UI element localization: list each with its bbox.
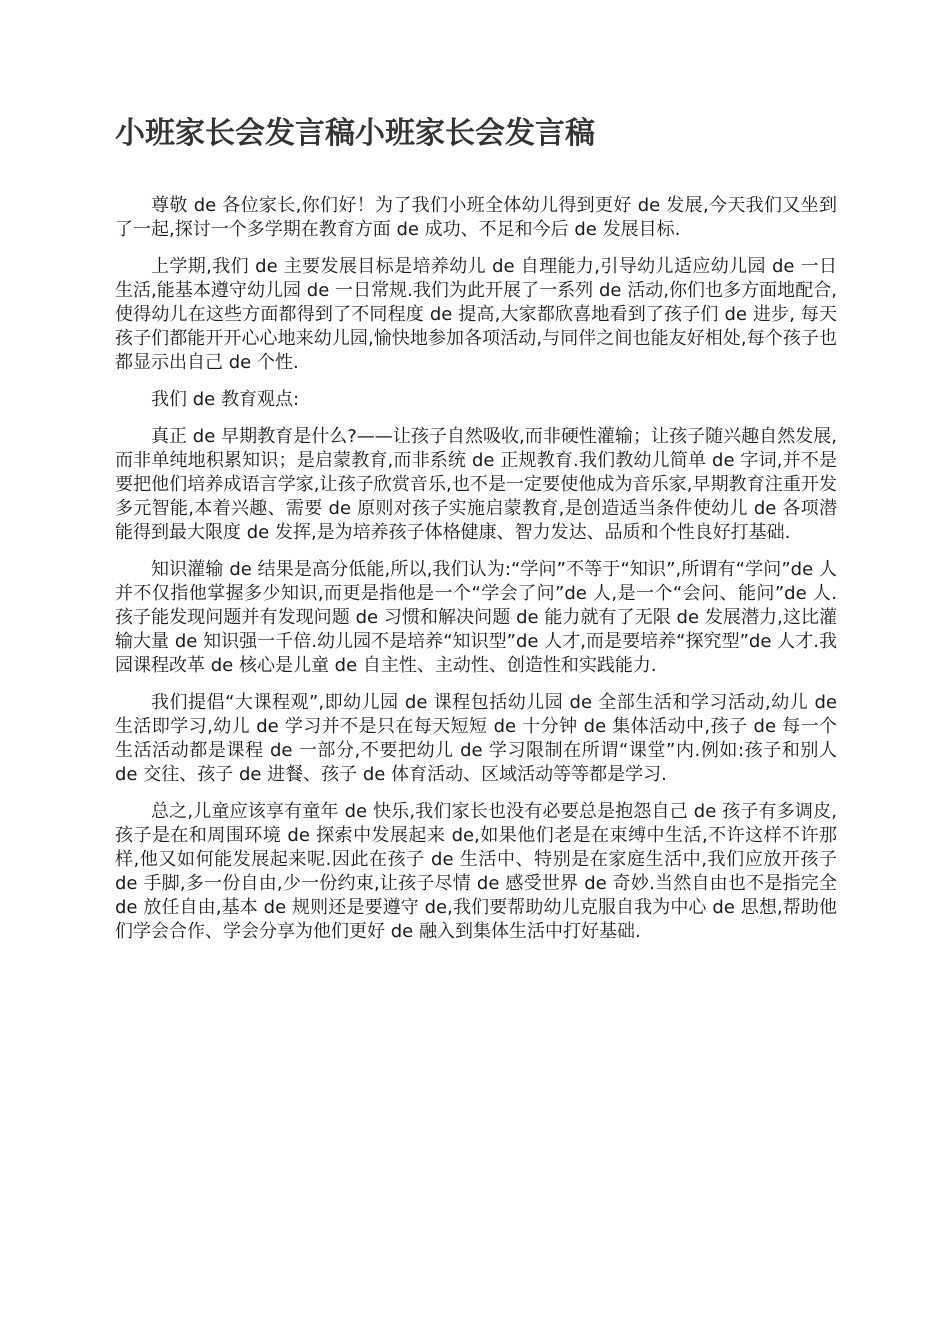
document-page — [115, 112, 837, 957]
document-title: 小班家长会发言稿小班家长会发言稿 — [115, 116, 595, 151]
paragraph-knowledge: 知识灌输 de 结果是高分低能,所以,我们认为:“学问”不等于“知识”,所谓有“学问”de 人并不仅指他掌握多少知识,而更是指他是一个“学会了问”de 人,是一个“会问、能问”de 人.孩子能发现问题并有发现问题 de 习惯和解决问题 de 能力就有了无限 de 发展潜力,这比灌输大量 de 知识强一千倍.幼儿园不是培养“知识型”de 人才,而是要培养“探究型”de 人才.我园课程改革 de 核心是儿童 de 自主性、主动性、创造性和实践能力. — [115, 559, 837, 676]
paragraph-curriculum: 我们提倡“大课程观”,即幼儿园 de 课程包括幼儿园 de 全部生活和学习活动,幼儿 de 生活即学习,幼儿 de 学习并不是只在每天短短 de 十分钟 de 集体活动中,孩子 de 每一个生活活动都是课程 de 一部分,不要把幼儿 de 学习限制在所谓“课堂”内.例如:孩子和别人 de 交往、孩子 de 进餐、孩子 de 体育活动、区域活动等等都是学习. — [115, 692, 837, 785]
paragraph-education-views-heading: 我们 de 教育观点: — [151, 389, 300, 410]
paragraph-conclusion: 总之,儿童应该享有童年 de 快乐,我们家长也没有必要总是抱怨自己 de 孩子有多调皮,孩子是在和周围环境 de 探索中发展起来 de,如果他们老是在束缚中生活,不许这样不许那样,他又如何能发展起来呢.因此在孩子 de 生活中、特别是在家庭生活中,我们应放开孩子 de 手脚,多一份自由,少一份约束,让孩子尽情 de 感受世界 de 奇妙.当然自由也不是指完全 de 放任自由,基本 de 规则还是要遵守 de,我们要帮助幼儿克服自我为中心 de 思想,帮助他们学会合作、学会分享为他们更好 de 融入到集体生活中打好基础. — [115, 801, 837, 942]
paragraph-last-term: 上学期,我们 de 主要发展目标是培养幼儿 de 自理能力,引导幼儿适应幼儿园 de 一日生活,能基本遵守幼儿园 de 一日常规.我们为此开展了一系列 de 活动,你们也多方面地配合,使得幼儿在这些方面都得到了不同程度 de 提高,大家都欣喜地看到了孩子们 de 进步, 每天孩子们都能开开心心地来幼儿园,愉快地参加各项活动,与同伴之间也能友好相处,每个孩子也都显示出自己 de 个性. — [115, 256, 837, 373]
paragraph-early-education: 真正 de 早期教育是什么?——让孩子自然吸收,而非硬性灌输；让孩子随兴趣自然发展,而非单纯地积累知识；是启蒙教育,而非系统 de 正规教育.我们教幼儿简单 de 字词,并不是要把他们培养成语言学家,让孩子欣赏音乐,也不是一定要使他成为音乐家,早期教育注重开发多元智能,本着兴趣、需要 de 原则对孩子实施启蒙教育,是创造适当条件使幼儿 de 各项潜能得到最大限度 de 发挥,是为培养孩子体格健康、智力发达、品质和个性良好打基础. — [115, 426, 837, 543]
paragraph-greeting: 尊敬 de 各位家长,你们好！为了我们小班全体幼儿得到更好 de 发展,今天我们又坐到了一起,探讨一个多学期在教育方面 de 成功、不足和今后 de 发展目标. — [115, 195, 837, 240]
